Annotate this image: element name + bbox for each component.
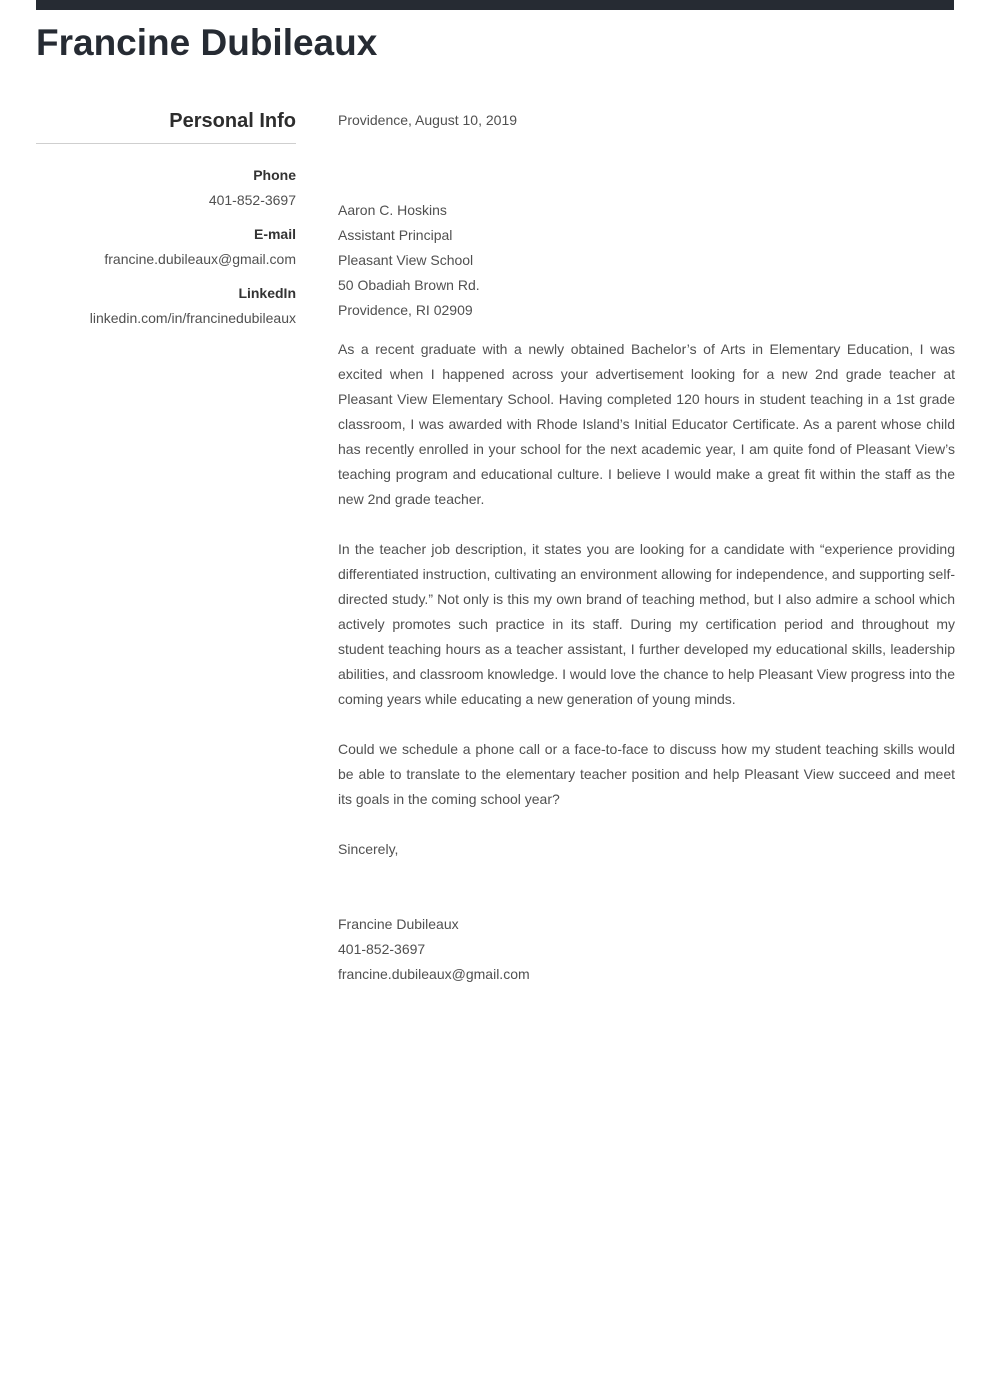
letter-body: [338, 108, 955, 987]
top-accent-bar: [36, 0, 954, 10]
personal-info-sidebar: [36, 108, 296, 331]
info-item-phone: [36, 163, 296, 213]
info-item-email: [36, 222, 296, 272]
linkedin-value: linkedin.com/in/francinedubileaux: [89, 310, 296, 326]
sidebar-title: Personal Info: [36, 108, 296, 144]
letter-closing: Sincerely,: [338, 841, 399, 857]
signature-email: francine.dubileaux@gmail.com: [338, 966, 530, 982]
info-item-linkedin: [36, 281, 296, 331]
phone-label: Phone: [253, 167, 296, 183]
signature-phone: 401-852-3697: [338, 941, 426, 957]
letter-date: Providence, August 10, 2019: [338, 112, 518, 128]
linkedin-label: LinkedIn: [238, 285, 296, 301]
signature-block: [338, 912, 955, 987]
recipient-city: Providence, RI 02909: [338, 302, 473, 318]
recipient-title: Assistant Principal: [338, 227, 453, 243]
content-columns: [36, 108, 955, 987]
recipient-street: 50 Obadiah Brown Rd.: [338, 277, 480, 293]
recipient-block: [338, 198, 955, 323]
letter-paragraph-2: In the teacher job description, it states you are looking for a candidate with “experience providing differentiated instruction, cultivating an environment allowing for independence, and supporting self-directed study.” Not only is this my own brand of teaching method, but I also admire a school which actively promotes such practice in its staff. During my certification period and throughout my student teaching hours as a teacher assistant, I further developed my educational skills, leadership abilities, and classroom knowledge. I would love the chance to help Pleasant View progress into the coming years while educating a new generation of young minds.: [338, 541, 955, 707]
candidate-name: Francine Dubileaux: [36, 22, 378, 63]
recipient-organization: Pleasant View School: [338, 252, 474, 268]
phone-value: 401-852-3697: [208, 192, 296, 208]
signature-name: Francine Dubileaux: [338, 916, 459, 932]
email-value: francine.dubileaux@gmail.com: [104, 251, 296, 267]
letter-paragraph-1: As a recent graduate with a newly obtained Bachelor’s of Arts in Elementary Education, I was excited when I happened across your advertisement looking for a new 2nd grade teacher at Pleasant View Elementary School. Having completed 120 hours in student teaching in a 1st grade classroom, I was awarded with Rhode Island’s Initial Educator Certificate. As a parent whose child has recently enrolled in your school for the next academic year, I am quite fond of Pleasant View’s teaching program and educational culture. I believe I would make a great fit within the staff as the new 2nd grade teacher.: [338, 341, 955, 507]
email-label: E-mail: [253, 226, 296, 242]
letter-paragraph-3: Could we schedule a phone call or a face-to-face to discuss how my student teaching skills would be able to translate to the elementary teacher position and help Pleasant View succeed and meet its goals in the coming school year?: [338, 741, 955, 807]
recipient-name: Aaron C. Hoskins: [338, 202, 447, 218]
